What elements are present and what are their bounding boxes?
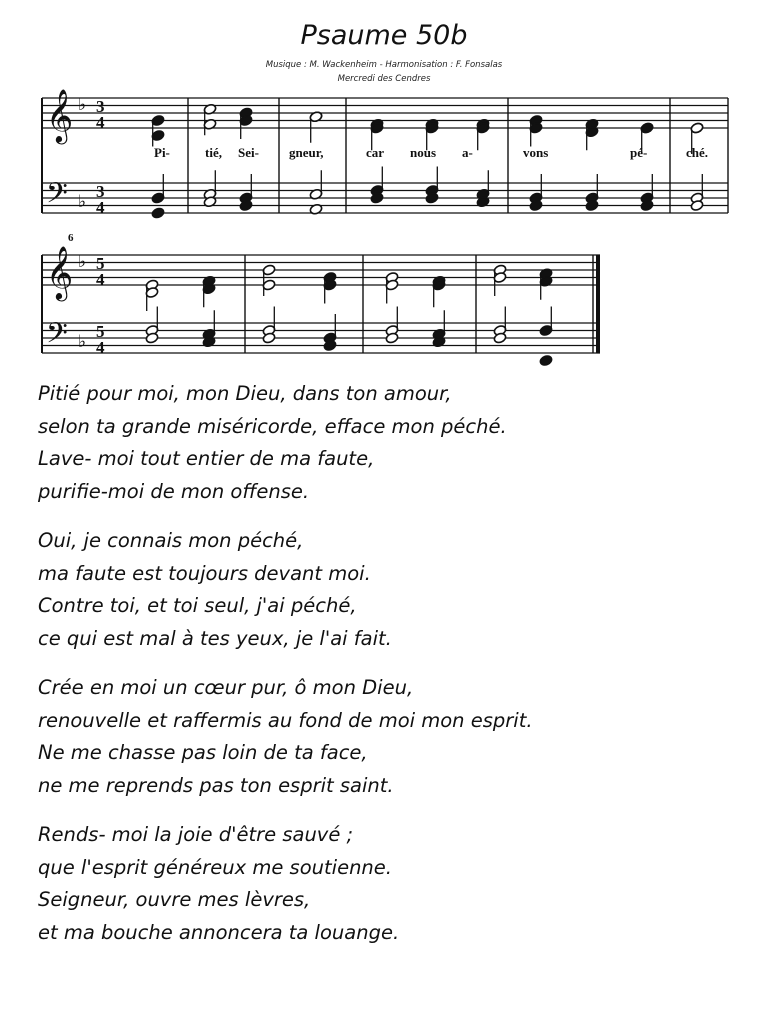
verse-line: Ne me chasse pas loin de ta face, xyxy=(38,741,368,764)
sheet-music xyxy=(0,0,768,370)
lyric-syllable: vons xyxy=(523,145,549,160)
key-signature-flat: ♭ xyxy=(78,252,87,272)
hymn-title: Psaume 50b xyxy=(300,20,468,51)
note-head xyxy=(151,207,165,219)
stanza xyxy=(38,525,738,655)
score-system-2 xyxy=(42,232,600,367)
verse-line: ma faute est toujours devant moi. xyxy=(38,561,371,585)
verse-line: Pitié pour moi, mon Dieu, dans ton amour, xyxy=(38,382,452,405)
bass-clef-icon: 𝄢 xyxy=(46,177,68,217)
stanza xyxy=(38,672,738,802)
time-signature-top: 5 xyxy=(96,254,105,273)
liturgical-occasion: Mercredi des Cendres xyxy=(337,74,431,84)
lyric-syllable: pé- xyxy=(630,145,648,160)
treble-clef-icon: 𝄞 xyxy=(46,245,74,299)
lyric-syllable: car xyxy=(366,145,385,160)
time-signature-bottom: 4 xyxy=(96,270,105,289)
bass-clef-icon: 𝄢 xyxy=(46,317,68,357)
time-signature-bottom: 4 xyxy=(96,198,105,217)
verse-line: Rends- moi la joie d'être sauvé ; xyxy=(38,823,354,846)
verse-line: Oui, je connais mon péché, xyxy=(38,529,304,552)
verse-line: purifie-moi de mon offense. xyxy=(38,479,310,503)
verse-line: ne me reprends pas ton esprit saint. xyxy=(38,773,394,797)
verse-line: selon ta grande miséricorde, efface mon péché. xyxy=(38,414,507,438)
verse-line: ce qui est mal à tes yeux, je l'ai fait. xyxy=(38,626,392,650)
lyric-syllable: tié, xyxy=(205,145,222,160)
key-signature-flat: ♭ xyxy=(78,332,87,352)
time-signature-top: 5 xyxy=(96,322,105,341)
verse-line: Crée en moi un cœur pur, ô mon Dieu, xyxy=(38,676,414,699)
verse-line: Lave- moi tout entier de ma faute, xyxy=(38,447,375,470)
stanza xyxy=(38,819,738,949)
lyric-syllable: gneur, xyxy=(289,145,324,160)
lyric-syllable: ché. xyxy=(686,145,709,160)
verse-line: Contre toi, et toi seul, j'ai péché, xyxy=(38,594,357,617)
final-barline-thick xyxy=(596,255,600,353)
verse-line: que l'esprit généreux me soutienne. xyxy=(38,855,392,879)
composer-credit: Musique : M. Wackenheim - Harmonisation : F. Fonsalas xyxy=(265,60,503,70)
time-signature-top: 3 xyxy=(96,97,105,116)
measure-number: 6 xyxy=(68,232,74,244)
lyric-syllable: Sei- xyxy=(238,145,259,160)
time-signature-top: 3 xyxy=(96,182,105,201)
verse-line: et ma bouche annoncera ta louange. xyxy=(38,920,400,944)
lyric-syllable: nous xyxy=(410,145,437,160)
note-head xyxy=(539,354,553,366)
lyric-syllable: Pi- xyxy=(154,145,170,160)
lyric-syllable: a- xyxy=(462,145,473,160)
score-system-1 xyxy=(42,88,728,219)
verse-line: renouvelle et raffermis au fond de moi mon esprit. xyxy=(38,708,533,732)
time-signature-bottom: 4 xyxy=(96,338,105,357)
verse-line: Seigneur, ouvre mes lèvres, xyxy=(38,888,311,911)
time-signature-bottom: 4 xyxy=(96,113,105,132)
key-signature-flat: ♭ xyxy=(78,192,87,212)
psalm-text xyxy=(38,378,738,966)
treble-clef-icon: 𝄞 xyxy=(46,88,74,142)
key-signature-flat: ♭ xyxy=(78,95,87,115)
stanza xyxy=(38,378,738,508)
